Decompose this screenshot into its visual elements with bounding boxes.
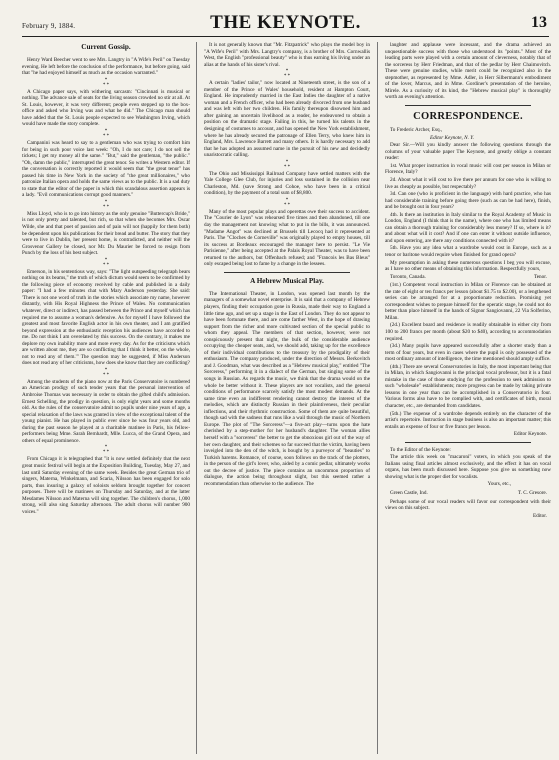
gossip-paragraph: The Ohio and Mississippi Railroad Company have settled matters with the Yale College Glee Club, for injuries and loss sustained in the collision near Charleston, Md. (save Strong and Cohoe, who have been in a critical condition), by the payment of a total sum of $8,800. (204, 170, 370, 197)
letter-signoff-place: Toronto, Canada. (390, 273, 426, 280)
gossip-paragraph: Campanini was heard to say to a gentleman who was trying to comfort him for being in such poor voice last week: "Oh, I do not care; I do not sell the tickets; I get my money all the same." "But," said the gentleman, "the public." "Oh, damn the public," interrupted the great tenor. So writes a Western editor. If the conversation is correctly reported it would seem that "the great tenor" has passed his time in New York in the society of "the great millionaires," who patronize Italian opera and holds the same views as to the public. It is a sad duty to state that the editor of the paper in which this scandalous assertion appears is a lady. "Evil communications corrupt good manners." (22, 139, 190, 199)
page-number: 13 (531, 14, 547, 31)
column-rule-left (196, 42, 197, 754)
letter-paragraph: 1st. What proper instruction in vocal music will cost per season in Milan or Florence, Italy? (385, 162, 551, 176)
gossip-paragraph: Henry Ward Beecher went to see Mrs. Langtry in "A Wife's Peril" on Tuesday evening. He left before the conclusion of the performance, but before going, said that "he had enjoyed himself as much as the occasion warranted." (22, 57, 190, 77)
correspondence-heading: CORRESPONDENCE. (413, 110, 523, 122)
answers-signature: Editor Keynote. (513, 431, 547, 438)
letter-divider (405, 442, 531, 443)
section-separator-stars: * * * (283, 159, 291, 170)
letter-signoff (390, 490, 547, 497)
column-2 (204, 42, 370, 756)
answer-paragraph: (5th.) The expense of a wardrobe depends entirely on the character of the artist's repertoire. Instruction in stage business is also an important matter; this entails an expense of four or five francs per lesson. (385, 410, 551, 430)
page-header (22, 8, 549, 37)
letter-paragraph: 3d. Can one (who is proficient in the language) with hard practice, who has had considerable training before going there (such as can be had here), finish, and be brought out in four years? (385, 191, 551, 211)
section-heading-current-gossip: Current Gossip. (81, 43, 131, 51)
answer-paragraph: (3d.) Many pupils have appeared successfully after a shorter study than a term of four years, but even in cases where the pupil is only possessed of the most ordinary amount of intelligence, the time mentioned should amply suffice. (385, 343, 551, 363)
article-divider (405, 105, 531, 106)
closing-signature: Editor. (533, 512, 547, 519)
section-separator-stars: * * * (102, 367, 110, 378)
section-separator-stars: * * * (102, 77, 110, 88)
section-separator-stars: * * * (283, 69, 291, 80)
column-1 (22, 42, 190, 756)
closing-paragraph: Perhaps some of our vocal readers will favor our correspondent with their views on this subject. (385, 498, 551, 512)
letter-paragraph: My presumption in asking these numerous questions I beg you will excuse, as I have no other means of obtaining this information. Respectfully yours, (385, 259, 551, 273)
letter-closing: Yours, etc., (487, 481, 511, 488)
letter-paragraph: 5th. Have you any idea what a wardrobe would cost in Europe, such as a tenor or baritone would require when finished for grand opera? (385, 245, 551, 258)
issue-date: February 9, 1884. (22, 22, 76, 30)
letter-signoff (390, 274, 547, 281)
gossip-paragraph: Emerson, in his sententious way, says: "The light outspeeding telegraph bears nothing on its beams," the truth of which dictum would seem to be confirmed by the following piece of economy received by cable and published in a daily paper: "I had a few minutes chat with Mary Anderson yesterday. She said: 'There is not one word of truth in the stories which associate my name, however distantly, with His Royal Highness the Prince of Wales. No communication whatever, direct or indirect, has passed between the Prince and myself which has required me to assume a woman's defensive. As for myself I have followed the greatest and most favorite English actor in his own theater, and I am gratified beyond expression at the enthusiastic reception his audiences have accorded to me. Do not think I am overelated by this success. On the contrary, it makes me deplore my own inability more and more every day. As for the criticisms which are written about me, they are so conflicting that I think it better, on the whole, not to read any of them.'" The question may be suggested, if Miss Anderson does not read any of her criticisms, how does she know that they are conflicting? (22, 268, 190, 367)
gossip-paragraph: Among the students of the piano now at the Paris Conservatoire is numbered an American prodigy of such tender years that the personal intervention of Ambroise Thomas was necessary in order to obtain the gifted child's admission. Ernest Schelling, the prodigy in question, is only eight years and some months old. As the rules of the conservatoire admit no pupils under nine years of age, a special relaxation of the laws was granted in view of the exceptional talent of the young pianist. He has played in public ever since he was four years old, and during the past season he played at a charitable matinee in Paris, his fellow-performers being Mme. Sarah Bernhardt, Mlle. Lucca, of the Grand Opera, and others of equal prominence. (22, 378, 190, 444)
section-separator-stars: * * * (102, 445, 110, 456)
gossip-paragraph: Many of the most popular plays and operettas owe their success to accident. The "Courier de Lyon" was rehearsed five times and then abandoned, till one day the management not knowing what to put in the bills, it was announced. "Madame Angot" was declined at Brussels till Lecocq had it represented at Paris. The "Cloches de Corneville" was originally played to empty houses, till its success at Bordeaux encouraged the manager here to persist. "Le Vie Parisienne," after being accepted at the Palais Royal Theater, was to have been returned to the authors, but Offenbach refused; and "Francois les Bas Bleus" only escaped being lost to fame by a change in the lessees. (204, 208, 370, 268)
gossip-paragraph: A certain "ladies' tailor," now located at Nineteenth street, is the son of a member of the Prince of Wales' household, resident at Hampton Court, England. He imprudently married in the East Indies the daughter of a native woman and a French officer, who had been already divorced from one husband and was left with her two children. His family thereupon disowned him and after gaining an uncertain livelihood as a reader, he endeavored to obtain a position on the dramatic stage. Failing in this, he turned his talents in the designing of costumes to account, and has opened the New York establishment, where he has already secured the patronage of Ellen Terry, who knew him in England, Mrs. Lawrence Barrett and many others. It is hardly necessary to add that he has adopted an assumed name in the pursuit of his new and decidedly unaristocratic calling. (204, 80, 370, 159)
gossip-paragraph: A Chicago paper says, with withering sarcasm: "Cincinnati is musical or nothing. The advance sale of seats for the living season crowded no stir at all. At St. Louis, however, it was very different; people even stepped up to the box-office and asked who Irving was and what he did." The Chicago man should have added that the St. Louis people expected to see Washington Irving, which would have made the story complete. (22, 88, 190, 128)
letter-signoff-name: Tenor. (533, 273, 547, 280)
letter-addressee: To Frederic Archer, Esq., (390, 127, 443, 134)
letter-signoff-name: T. C. Gresore. (517, 490, 547, 497)
article-paragraph: The International Theater, in London, was opened last month by the managers of a somewhat novel enterprise. It is said that a company of Hebrew players, finding their occupation gone in Russia, made their way to England a little time ago, and set up a stage in the East of London. They do not appear to have been fortunate there, and are come farther West, in the hope of drawing support from the richer and more cultivated section of the special public to whom they appeal. The members of that section, however, were not conspicuously present that night, the bulk of the considerable audience occupying the cheaper seats, and, we should add, taking up for the excellence of their individual contributions to the treasury by the prodigality of their enthusiasm. The company produced, under the direction of Messrs. Berkovitch and J. Goodman, what was described as a "Hebrew musical play," entitled "The Sorceress," performing it in a dialect of the German, but singing some of the songs in Russian. As regards the music, we think that the drama would on the whole be better without it. These players are not vocalists, and the general conditions of performance scarcely satisfy the most modest demands. At the same time even an indifferent rendering cannot destroy the interest of the melodies, which are distinctly Russian in their plaintiveness, their peculiar inflections, and their rhythmic construction. Some of them are quite beautiful, though sad with the sadness that runs like a wail through the music of Northern Europe. The plot of "The Sorceress"—a five-act play—turns upon the hate cherished by a step-mother for her husband's daughter. The woman allies herself with a "sorceress" the better to get the obnoxious girl out of the way of her own daughter, and their schemes so far succeed that the victim, having been inveigled into the den of the witch, is bought by a purveyor of "beauties" to Turkish harems. Romance, of course, soon follows on the track of the plotters, in the person of the girl's lover, who, aided by a comic pedlar, ultimately works out the decree of justice. The piece contains an uncommon proportion of dialogue, the action being throughout slight, but this seemed rather a recommendation than otherwise to the audience. The (204, 290, 370, 487)
section-separator-stars: * * * (102, 128, 110, 139)
letter-paragraph: 4th. Is there an institution in Italy similar to the Royal Academy of Music in London, England (I think that is the name), where one who has limited means can obtain a thorough training for considerably less money? If so, where is it? and about what will it cost? And if one can enter it without outside influence, and upon entering, are there any conditions connected with it? (385, 211, 551, 244)
column-rule-right (377, 42, 378, 754)
letter-paragraph: Dear Sir.—Will you kindly answer the following questions through the columns of your valuable paper The Keynote, and greatly oblige a constant reader: (385, 142, 551, 162)
letter-signoff-place: Green Castle, Ind. (390, 490, 428, 497)
gossip-paragraph: From Chicago it is telegraphed that "it is now settled definitely that the next great music festival will begin at the Exposition Building, Tuesday, May 27, and last until Saturday evening of the same week. Besides the great German trio of singers, Materna, Winkelmann, and Scaria, Nilsson has been engaged for solo parts, thus insuring a galaxy of soloists seldom brought together for concert purposes. There will be matinees on Thursday and Saturday, and at the latter Mesdames Nilsson and Materna will sing together. The children's chorus, 1,000 strong, will also sing Saturday afternoon. The adult chorus will number 900 voices." (22, 456, 190, 515)
column-3 (385, 42, 551, 756)
letter-paragraph: The article this week on "macaroni" voters, in which you speak of the Italians using final articles almost exclusively, and the effect it has on vocal organs, has been much discussed here. Suppose you give us something now showing what is the proper diet for vocalists. (385, 454, 551, 480)
gossip-paragraph: Miss Lloyd, who is to go into history as the only genuine "Buttercup's Bride," is not only pretty and talented, but rich, so that when she becomes Mrs. Oscar Wilde, she and that poet of passion and of pain will not (happily for them both) be dependent upon his publications for their bread and butter. The story that they were to live in Dublin, her present home, is contradicted, and neither will the Grosvenor Gallery be closed, nor Mr. Du Maurier be forced to resign from Punch by the loss of his best subject. (22, 210, 190, 257)
letter-addressee-line2: Editor Keynote, N. Y. (430, 134, 474, 141)
letter-addressee: To the Editor of the Keynote: (390, 446, 451, 453)
letter-paragraph: 2d. About what it will cost to live there per annum for one who is willing to live as cheaply as possible, but respectably? (385, 176, 551, 190)
section-separator-stars: * * * (283, 197, 291, 208)
gossip-paragraph: It is not generally known that "Mr. Fitzpatrick" who plays the model boy in "A Wife's Peril" with Mrs. Langtry's company, is a brother of Mrs. Cornwallis West, the English "professional beauty" who is thus earning his living under an alias at the hands of his sister's rival. (204, 42, 370, 68)
article-paragraph: laughter and applause were incessant, and the drama achieved an unquestionable success with those who understood its "points." Most of the leading parts were played with a certain amount of cleverness, notably that of the sorceress by Herr Friedman, and that of the pedlar by Herr Chaimovitch. These were genuine studies, while merit could be recognized also in the stepmother, as represented by Mme. Adler, in Herr Silbermann's embodiment of the lover, Marcus, and in Mme. Gordiner's presentation of the heroine, Mirele. As a curiosity of its kind, the "Hebrew musical play" is thoroughly worth an evening's attention. (385, 42, 551, 101)
section-separator-stars: * * * (102, 199, 110, 210)
answer-paragraph: (4th.) There are several Conservatories in Italy, the most important being that in Milan, in which Sangiovanni is the principal vocal professor, but it is a fatal mistake in the case of those studying for the profession to seek admission to such "wholesale" establishments; more progress can be made by taking private lessons in one year than can be accomplished in a Conservatorio in four. Various forms also have to be complied with, and certificates of birth, moral character, etc., are demanded from candidates. (385, 363, 551, 410)
article-divider (224, 272, 350, 273)
answer-paragraph: (2d.) Excellent board and residence is readily obtainable in either city from 100 to 200 francs per month (about $20 to $40), according to accommodation required. (385, 322, 551, 342)
masthead-title: THE KEYNOTE. (210, 12, 361, 33)
article-heading-hebrew-musical-play: A Hebrew Musical Play. (250, 276, 324, 285)
section-separator-stars: * * * (102, 257, 110, 268)
answer-paragraph: (1st.) Competent vocal instruction in Milan or Florence can be obtained at the rate of eight or ten francs per lesson (about $1.75 to $2.00), or a lengthened series can be arranged for at a proportionate reduction. Promising yet correspondent wishes to prepare himself for the operatic stage, he could not do better than place himself in the hands of Signor Sangiovanni, 22 Via Solferino, Milan. (385, 282, 551, 321)
